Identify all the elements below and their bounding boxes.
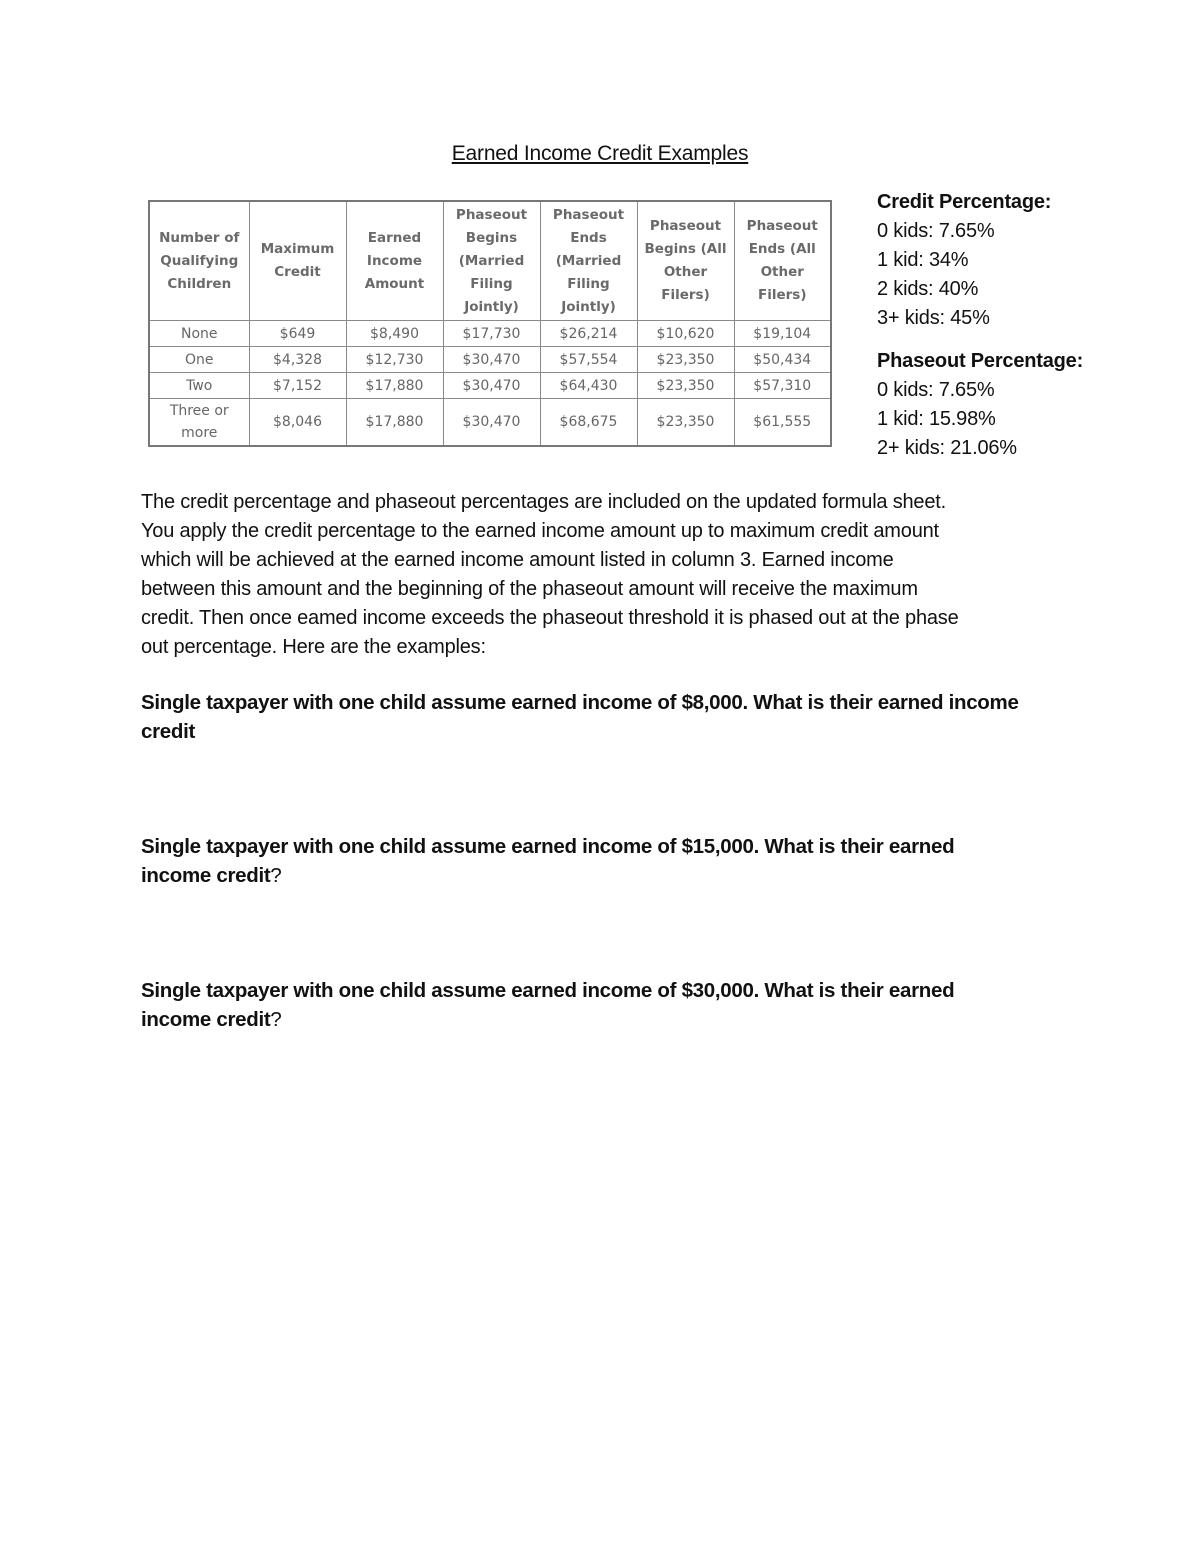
paragraph-line: The credit percentage and phaseout percentages are included on the updated formula sheet. [141, 491, 946, 513]
table-cell: $61,555 [734, 399, 831, 447]
table-cell: $8,490 [346, 321, 443, 347]
table-cell: $8,046 [249, 399, 346, 447]
table-row [149, 347, 831, 373]
table-cell: $30,470 [443, 373, 540, 399]
phaseout-percentage-block [877, 347, 1177, 463]
paragraph-line: between this amount and the beginning of the phaseout amount will receive the maximum [141, 578, 918, 600]
table-cell: $23,350 [637, 373, 734, 399]
table-header-row [149, 201, 831, 321]
question-line [141, 717, 1071, 746]
table-cell: $17,730 [443, 321, 540, 347]
header-earned-income-amount: Earned Income Amount [346, 201, 443, 321]
table-row [149, 399, 831, 447]
table-cell: $12,730 [346, 347, 443, 373]
header-phaseout-ends-mfj: Phaseout Ends (Married Filing Jointly) [540, 201, 637, 321]
table-cell: $23,350 [637, 347, 734, 373]
question-line: Single taxpayer with one child assume earned income of $30,000. What is their earned [141, 979, 955, 1002]
table-cell: $649 [249, 321, 346, 347]
question-2 [141, 832, 1071, 890]
paragraph-line: credit. Then once eamed income exceeds the phaseout threshold it is phased out at the phase [141, 607, 959, 629]
table-cell: None [149, 321, 249, 347]
paragraph-line: You apply the credit percentage to the earned income amount up to maximum credit amount [141, 520, 939, 542]
table-cell: $7,152 [249, 373, 346, 399]
question-text: credit [141, 720, 196, 743]
header-phaseout-begins-mfj: Phaseout Begins (Married Filing Jointly) [443, 201, 540, 321]
phaseout-percentage-title: Phaseout Percentage: [877, 350, 1084, 372]
table-row [149, 321, 831, 347]
table-cell: Two [149, 373, 249, 399]
header-qualifying-children: Number of Qualifying Children [149, 201, 249, 321]
header-phaseout-ends-other: Phaseout Ends (All Other Filers) [734, 201, 831, 321]
table-cell: $4,328 [249, 347, 346, 373]
question-line [141, 861, 1071, 890]
table-cell: $19,104 [734, 321, 831, 347]
table-cell: Three or more [149, 399, 249, 447]
table-cell: $10,620 [637, 321, 734, 347]
credit-percentage-title: Credit Percentage: [877, 191, 1052, 213]
phaseout-percentage-item: 0 kids: 7.65% [877, 379, 995, 401]
page-title: Earned Income Credit Examples [451, 142, 749, 165]
credit-percentage-item: 2 kids: 40% [877, 278, 979, 300]
question-1 [141, 688, 1071, 746]
question-line [141, 1005, 1071, 1034]
table-cell: $30,470 [443, 347, 540, 373]
credit-percentage-item: 3+ kids: 45% [877, 307, 990, 329]
question-text: income credit [141, 864, 271, 887]
question-mark: ? [270, 1008, 282, 1031]
eic-table [148, 200, 832, 447]
table-cell: $50,434 [734, 347, 831, 373]
credit-percentage-block [877, 188, 1177, 333]
phaseout-percentage-item: 1 kid: 15.98% [877, 408, 996, 430]
table-cell: $57,310 [734, 373, 831, 399]
header-maximum-credit: Maximum Credit [249, 201, 346, 321]
question-3 [141, 976, 1071, 1034]
table-cell: $30,470 [443, 399, 540, 447]
question-text: income credit [141, 1008, 271, 1031]
question-mark: ? [270, 864, 282, 887]
table-row [149, 373, 831, 399]
question-line: Single taxpayer with one child assume earned income of $8,000. What is their earned income [141, 691, 1019, 714]
table-cell: $17,880 [346, 373, 443, 399]
table-cell: One [149, 347, 249, 373]
table-cell: $23,350 [637, 399, 734, 447]
table-cell: $64,430 [540, 373, 637, 399]
table-cell: $26,214 [540, 321, 637, 347]
table-cell: $57,554 [540, 347, 637, 373]
table-cell: $68,675 [540, 399, 637, 447]
paragraph-line: which will be achieved at the earned income amount listed in column 3. Earned income [141, 549, 894, 571]
credit-percentage-item: 1 kid: 34% [877, 249, 969, 271]
table-cell: $17,880 [346, 399, 443, 447]
paragraph-line: out percentage. Here are the examples: [141, 636, 486, 658]
phaseout-percentage-item: 2+ kids: 21.06% [877, 437, 1017, 459]
credit-percentage-item: 0 kids: 7.65% [877, 220, 995, 242]
question-line: Single taxpayer with one child assume earned income of $15,000. What is their earned [141, 835, 955, 858]
explanation-paragraph [141, 488, 1071, 662]
header-phaseout-begins-other: Phaseout Begins (All Other Filers) [637, 201, 734, 321]
